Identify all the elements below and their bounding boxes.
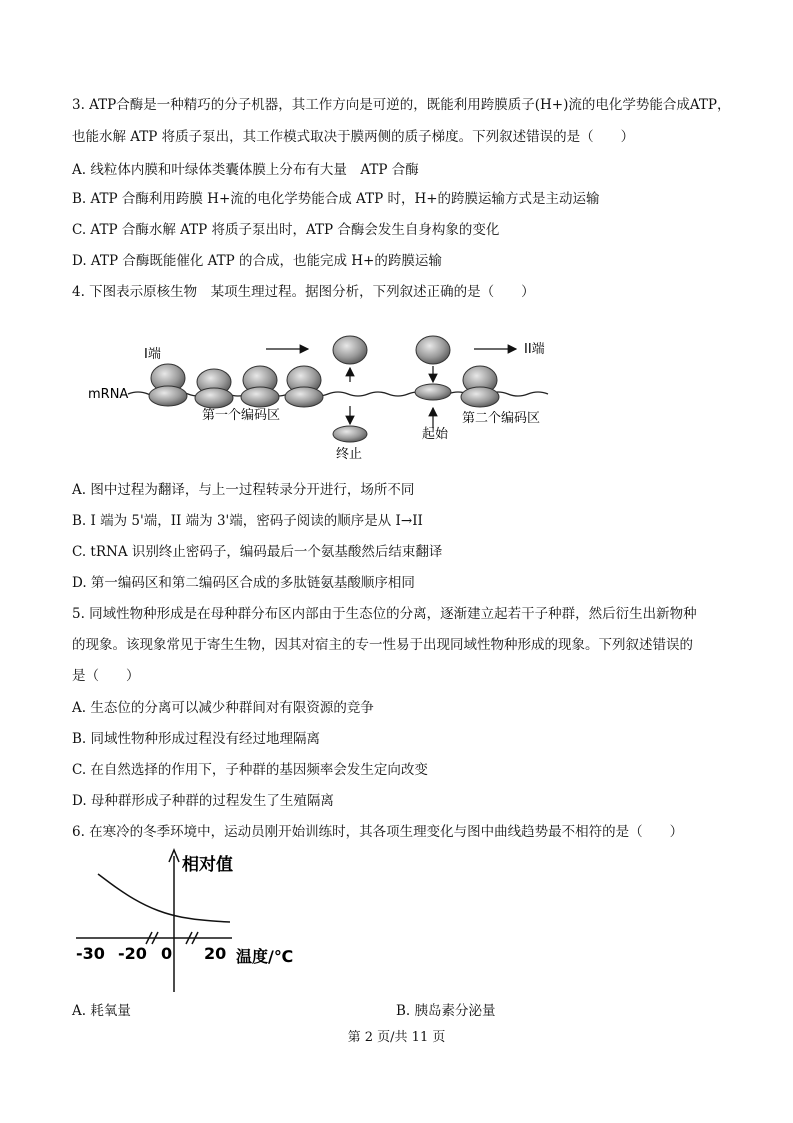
q4-stem: 4. 下图表示原核生物 某项生理过程。据图分析，下列叙述正确的是（ ） xyxy=(72,284,535,300)
region1-label: 第一个编码区 xyxy=(202,408,281,423)
region2-label: 第二个编码区 xyxy=(462,411,541,426)
series-line xyxy=(98,874,230,922)
q6-option-a: A. 耗氧量 xyxy=(72,1003,131,1019)
ribosome-1 xyxy=(149,364,187,406)
q3-option-c: C. ATP 合酶水解 ATP 将质子泵出时，ATP 合酶会发生自身构象的变化 xyxy=(72,222,500,238)
q3-stem-line1: 3. ATP合酶是一种精巧的分子机器，其工作方向是可逆的，既能利用跨膜质子(H+)流的电化学势能合成ATP， xyxy=(72,97,731,113)
tick-label-neg30: -30 xyxy=(76,944,105,963)
small-subunit-released xyxy=(333,426,367,442)
q4-option-a: A. 图中过程为翻译，与上一过程转录分开进行，场所不同 xyxy=(72,482,415,498)
q3-option-d: D. ATP 合酶既能催化 ATP 的合成，也能完成 H+的跨膜运输 xyxy=(72,253,442,269)
start-label: 起始 xyxy=(422,427,449,442)
x-axis-label: 温度/℃ xyxy=(236,947,294,966)
tick-label-neg20: -20 xyxy=(118,944,147,963)
q6-option-b: B. 胰岛素分泌量 xyxy=(396,1003,496,1019)
q3-option-a: A. 线粒体内膜和叶绿体类囊体膜上分布有大量 ATP 合酶 xyxy=(72,162,419,178)
q5-option-c: C. 在自然选择的作用下，子种群的基因频率会发生定向改变 xyxy=(72,762,428,778)
q5-stem-line3: 是（ ） xyxy=(72,668,140,684)
q4-option-d: D. 第一编码区和第二编码区合成的多肽链氨基酸顺序相同 xyxy=(72,575,415,591)
tick-label-0: 0 xyxy=(161,944,173,963)
end2-label: II端 xyxy=(524,342,545,357)
q6-stem: 6. 在寒冷的冬季环境中，运动员刚开始训练时，其各项生理变化与图中曲线趋势最不相符的是（ ） xyxy=(72,824,684,840)
page-footer: 第 2 页/共 11 页 xyxy=(347,1030,446,1045)
q4-option-b: B. I 端为 5'端，II 端为 3'端，密码子阅读的顺序是从 I→II xyxy=(72,513,423,529)
q5-stem-line2: 的现象。该现象常见于寄生生物，因其对宿主的专一性易于出现同域性物种形成的现象。下列叙述错误的 xyxy=(72,637,693,653)
translation-diagram xyxy=(88,328,608,468)
q5-option-a: A. 生态位的分离可以减少种群间对有限资源的竞争 xyxy=(72,700,374,716)
large-subunit-released xyxy=(333,336,367,364)
stop-label: 终止 xyxy=(336,447,363,462)
ribosome-5 xyxy=(461,366,499,407)
ribosome-2 xyxy=(195,369,233,408)
ribosome-4 xyxy=(285,366,323,407)
mrna-label: mRNA xyxy=(88,387,129,402)
end1-label: I端 xyxy=(144,347,161,362)
q4-option-c: C. tRNA 识别终止密码子，编码最后一个氨基酸然后结束翻译 xyxy=(72,544,443,560)
q3-option-b: B. ATP 合酶利用跨膜 H+流的电化学势能合成 ATP 时，H+的跨膜运输方式是主动运输 xyxy=(72,191,600,207)
q5-stem-line1: 5. 同域性物种形成是在母种群分布区内部由于生态位的分离，逐渐建立起若干子种群，然后衍生出新物种 xyxy=(72,606,697,622)
q3-stem-line2: 也能水解 ATP 将质子泵出，其工作模式取决于膜两侧的质子梯度。下列叙述错误的是（ ） xyxy=(72,129,635,145)
q5-option-d: D. 母种群形成子种群的过程发生了生殖隔离 xyxy=(72,793,334,809)
tick-label-20: 20 xyxy=(204,944,227,963)
large-subunit-joining xyxy=(416,336,450,364)
temperature-chart xyxy=(72,848,312,994)
y-axis-label: 相对值 xyxy=(182,855,233,875)
q5-option-b: B. 同域性物种形成过程没有经过地理隔离 xyxy=(72,731,321,747)
ribosome-3 xyxy=(241,366,279,407)
small-subunit-joining xyxy=(415,384,451,400)
